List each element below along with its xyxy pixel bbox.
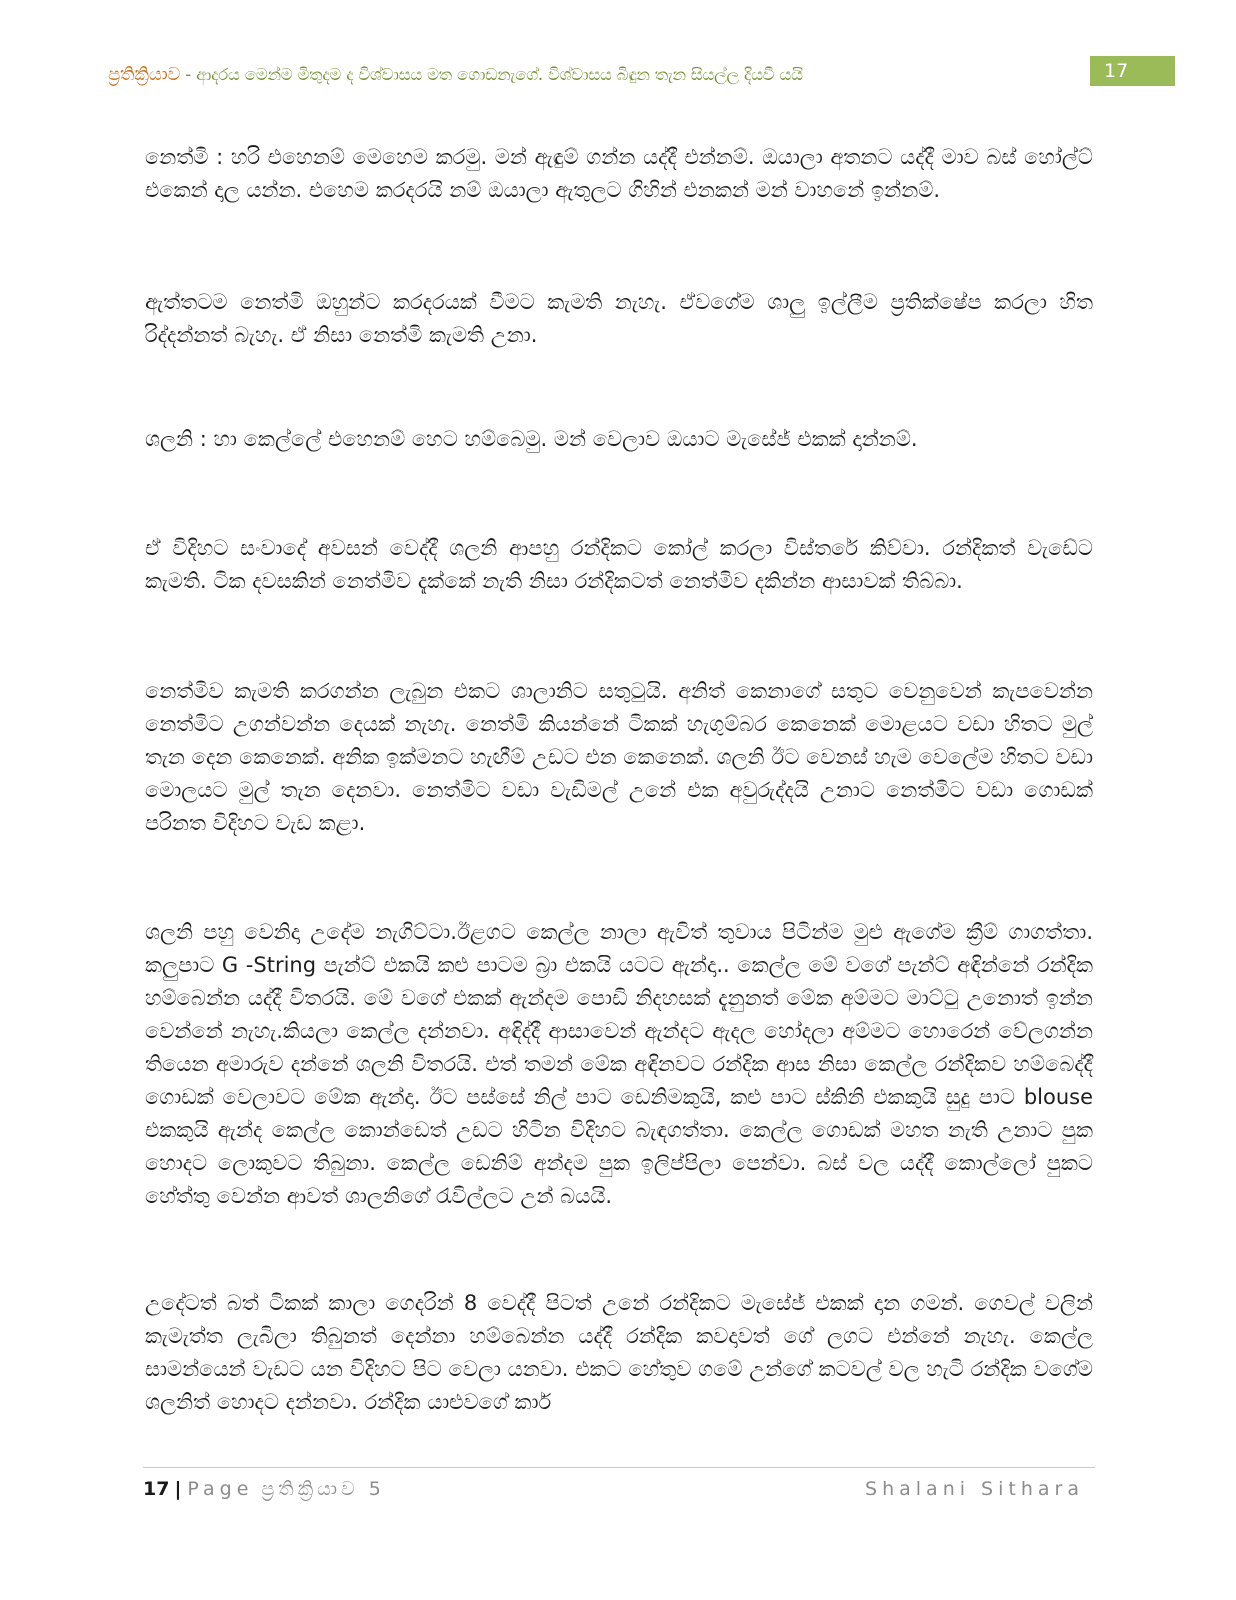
paragraph: ශලනි පහු වෙනිදා උදේම නැගිට්ටා.ඊළගට කෙල්ල නාලා ඇවිත් තුවාය පිටින්ම මුළු ඇගේම ක්‍රීම් ගාගත්තා. කලුපාට G -String පැන්ට් එකයි කළු පාටම බ්‍රා එකයි යටට ඇන්දා.. කෙල්ල මේ වගේ පැන්ට් අඳින්නේ රන්දික හම්බෙන්න යද්දී විතරයි. මේ වගේ එකක් ඇන්දම පොඩි නිදහසක් දැනුනත් මේක අම්මට මාට්ටු උනොත් ඉන්න වෙන්නේ නැහැ.කියලා කෙල්ල දන්නවා. අඳිද්දී ආසාවෙන් ඇන්දට ඇදල හෝදලා අම්මට හොරෙන් වේලගන්න තියෙන අමාරුව දන්නේ ශලනි විතරයි. එත් තමන් මේක අඳිනවට රන්දික ආස නිසා කෙල්ල රන්දිකව හම්බෙද්දී ගොඩක් වෙලාවට මේක ඇන්දා. ඊට පස්සේ නිල් පාට ඩෙනිමකුයි, කළු පාට ස්කිනි එකකුයි සුදු පාට blouse එකකුයි ඇන්ද කෙල්ල කොන්ඩෙත් උඩට හිටින විදිහට බැඳගත්තා. කෙල්ල ගොඩක් මහත නැති උනාට පුක හොදට ලොකුවට තිබුනා. කෙල්ල ඩෙනිම් අන්දම පුක ඉලිප්පිලා පෙන්වා. බස් වල යද්දී කොල්ලෝ පුකට හේත්තු වෙන්න ආවත් ශාලනිගේ රැවිල්ලට උන් බයයි. [145,920,1093,1208]
header-separator: - [180,65,197,84]
header-tagline: ආදරය මෙන්ම මිතුදම ද විශ්වාසය මත ගොඩනැගේ. විශ්වාසය බිඳුන තැන සියල්ල දියවී යයි [196,65,803,84]
footer-separator: | [174,1478,182,1500]
page-body [145,141,1093,1419]
footer-page-number: 17 [143,1478,170,1500]
footer-book-reference: ප්‍රතික්‍රියාව 5 [261,1478,385,1500]
running-header [108,58,1110,92]
paragraph: ශලනි : හා කෙල්ලේ එහෙනම් හෙට හම්බෙමු. මන් වෙලාව ඔයාට මැසේජ් එකක් දාන්නම්. [145,427,918,451]
paragraph: උදේටත් බත් ටිකක් කාලා ගෙදරින් 8 වෙද්දී පිටත් උනේ රන්දිකට මැසේජ් එකක් දාන ගමන්. ගෙවල් වලින් කැමැත්ත ලැබිලා තිබුනත් දෙන්නා හම්බෙන්න යද්දී රන්දික කවදාවත් ගේ ලගට එන්නේ නැහැ. කෙල්ල සාමන්යෙන් වැඩට යන විදිහට පිට වෙලා යනවා. එකට හේතුව ගමේ උන්ගේ කටවල් වල හැටි රන්දික වගේම ශලනිත් හොදට දන්නවා. රන්දික යාළුවගේ කාර් [145,1291,1093,1414]
paragraph: නෙත්මි : හරි එහෙනම් මෙහෙම කරමු. මන් ඇඳුම් ගන්න යද්දී එන්නම්. ඔයාලා අතනට යද්දී මාව බස් හෝල්ට් එකෙන් දාල යන්න. එහෙම කරදරයි නම් ඔයාලා ඇතුලට ගිහින් එනකන් මන් වාහනේ ඉන්නම්. [145,145,1093,202]
footer-divider [143,1467,1095,1468]
page-footer [143,1474,385,1504]
header-book-title: ප්‍රතික්‍රියාව [108,64,181,85]
paragraph: ඇත්තටම නෙත්මි ඔහුන්ට කරදරයක් වීමට කැමති නැහැ. ඒවගේම ශාලු ඉල්ලීම ප්‍රතික්ෂේප කරලා හිත රිද්දන්නත් බැහැ. ඒ නිසා නෙත්මි කැමති උනා. [145,290,1093,347]
paragraph: ඒ විදිහට සංවාදේ අවසන් වෙද්දී ශලනි ආපහු රන්දිකට කෝල් කරලා විස්තරේ කිව්වා. රන්දිකත් වැඩේට කැමති. ටික දවසකින් නෙත්මිව දැක්කේ නැති නිසා රන්දිකටත් නෙත්මිව දකින්න ආසාවක් තිබ්බා. [145,536,1093,593]
footer-page-label: Page [187,1478,254,1500]
header-page-number: 17 [1090,56,1175,86]
footer-author: Shalani Sithara [865,1478,1084,1500]
paragraph: නෙත්මිව කැමති කරගන්න ලැබුන එකට ශාලානිට සතුටුයි. අනිත් කෙනාගේ සතුට වෙනුවෙන් කැපවෙන්න නෙත්මිට උගන්වන්න දෙයක් නැහැ. නෙත්මි කියන්නේ ටිකක් හැගුම්බර කෙනෙක් මොළයට වඩා හිතට මුල් තැන දෙන කෙනෙක්. අනික ඉක්මනට හැඟීම් උඩට එන කෙනෙක්. ශලනි ඊට වෙනස් හැම වෙලේම හිතට වඩා මොලයට මුල් තැන දෙනවා. නෙත්මිට වඩා වැඩිමල් උනේ එක අවුරුද්දයි උනාට නෙත්මිට වඩා ගොඩක් පරිනත විදිහට වැඩ කළා. [145,679,1093,835]
